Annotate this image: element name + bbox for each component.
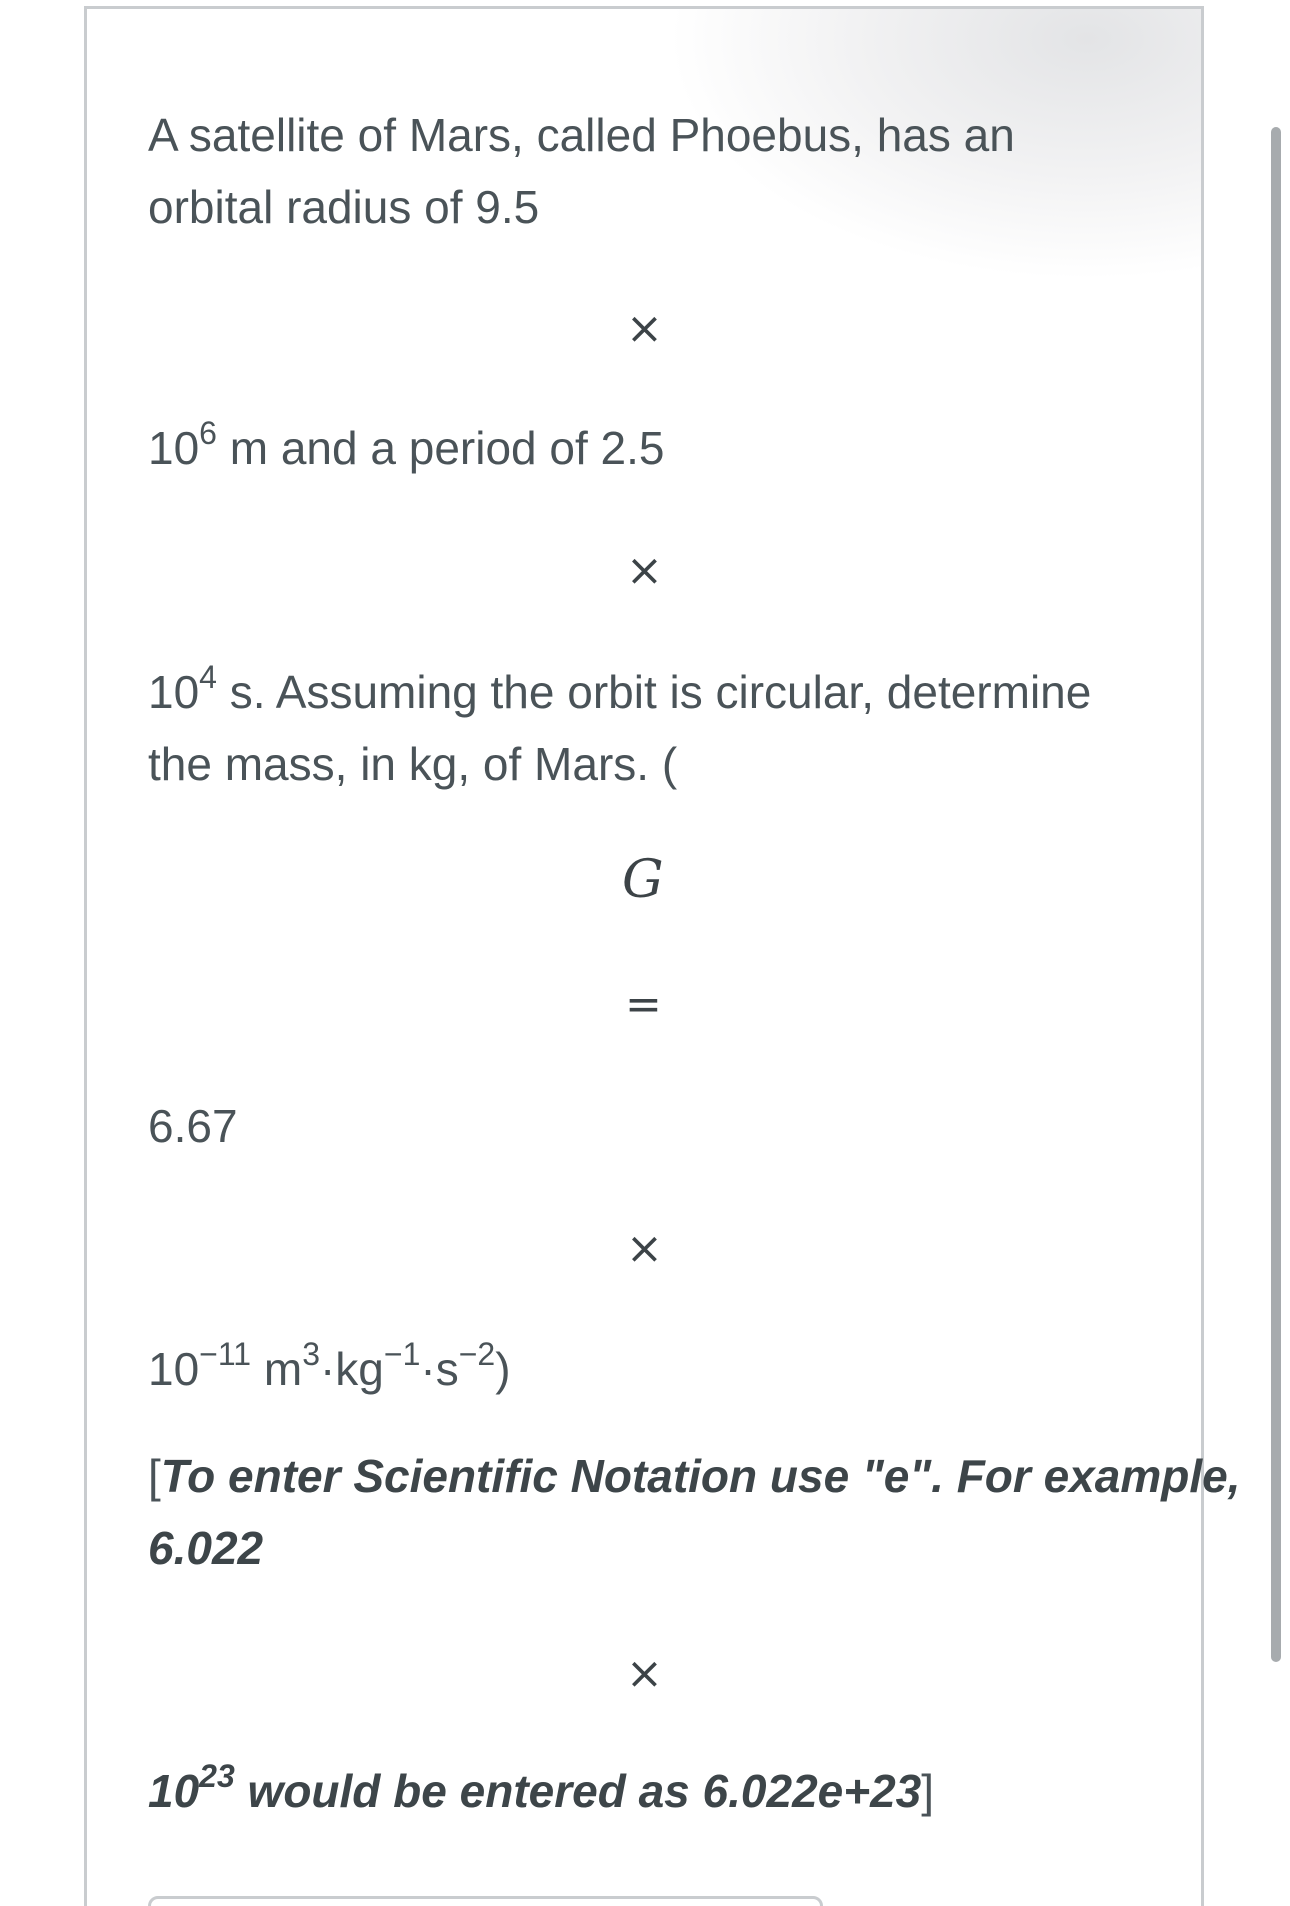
instructions-line-1: [To enter Scientific Notation use "e". For example,	[148, 1450, 1241, 1502]
answer-input[interactable]	[148, 1896, 823, 1906]
question-line-2: orbital radius of 9.5	[148, 181, 540, 233]
instructions-line-2: 6.022	[148, 1522, 264, 1574]
question-line-1: A satellite of Mars, called Phoebus, has an	[148, 109, 1015, 161]
question-line-4: $10^4$ s. Assuming the orbit is circular, determine	[148, 659, 1092, 718]
g-value: 6.67	[148, 1100, 238, 1152]
gravitational-constant-symbol: G	[622, 850, 664, 910]
question-line-5: the mass, in kg, of Mars. (	[148, 738, 678, 790]
question-card	[84, 6, 1241, 1906]
question-line-3: $10^6$ m and a period of 2.5	[148, 415, 665, 474]
equals-symbol: =	[625, 979, 662, 1030]
times-symbol-1: ×	[626, 303, 663, 354]
times-symbol-3: ×	[626, 1223, 663, 1274]
instructions-line-3: $10^{23}$ would be entered as 6.022e+23]	[148, 1758, 935, 1817]
times-symbol-2: ×	[626, 545, 663, 596]
times-symbol-4: ×	[626, 1648, 663, 1699]
question-line-units: $10^{-11}$ $m^3\cdot kg^{-1}\cdot s^{-2}$)	[148, 1336, 511, 1395]
scrollbar-thumb[interactable]	[1271, 127, 1281, 1662]
